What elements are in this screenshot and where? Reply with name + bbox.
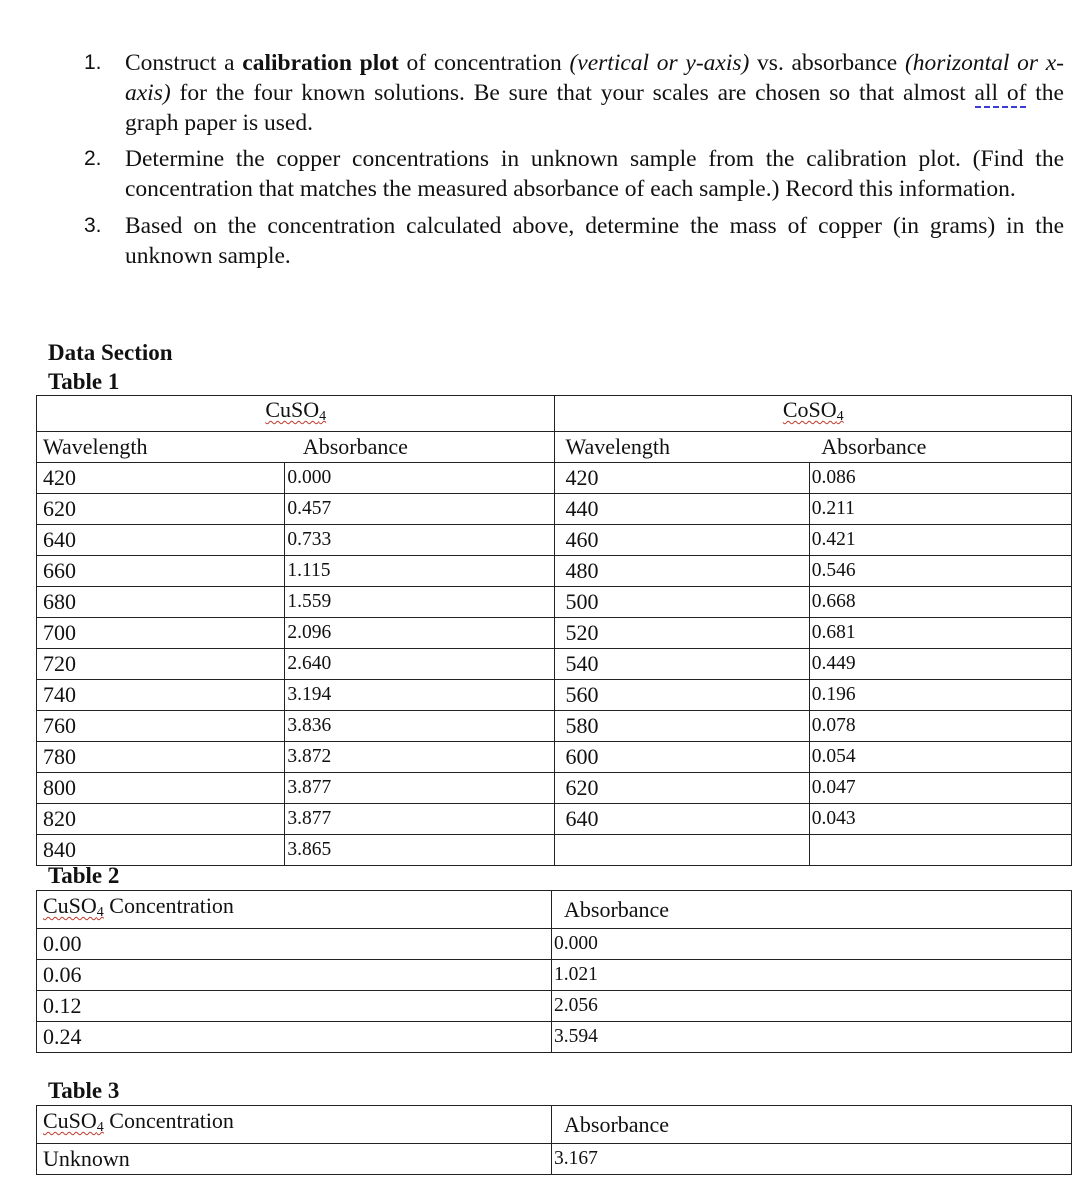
right-wavelength-cell: 580 bbox=[555, 711, 809, 742]
absorbance-cell: 1.021 bbox=[552, 960, 1072, 991]
right-wavelength-cell: 440 bbox=[555, 494, 809, 525]
absorbance-cell: 3.594 bbox=[552, 1022, 1072, 1053]
table1 bbox=[36, 395, 1072, 866]
compound-subscript: 4 bbox=[96, 1120, 104, 1135]
instruction-italic: (horizontal or x-axis) bbox=[125, 50, 1064, 106]
right-wavelength-cell: 560 bbox=[555, 680, 809, 711]
instruction-text: of concentration bbox=[398, 50, 570, 76]
table2-header-row bbox=[37, 891, 1072, 929]
table-row bbox=[37, 1022, 1072, 1053]
instructions-list bbox=[84, 48, 1064, 279]
left-wavelength-cell: 680 bbox=[37, 587, 285, 618]
right-wavelength-cell: 480 bbox=[555, 556, 809, 587]
right-absorbance-cell: 0.546 bbox=[809, 556, 1071, 587]
instruction-number: 2. bbox=[84, 147, 102, 170]
right-wavelength-cell: 420 bbox=[555, 463, 809, 494]
col-header-wavelength: Wavelength bbox=[555, 432, 809, 463]
instruction-number: 1. bbox=[84, 51, 102, 74]
compound-name: CuSO bbox=[265, 397, 320, 422]
table-row bbox=[37, 960, 1072, 991]
instruction-bold-term: calibration plot bbox=[242, 50, 399, 76]
data-section-title: Data Section bbox=[48, 340, 173, 365]
left-wavelength-cell: 740 bbox=[37, 680, 285, 711]
table-row bbox=[37, 680, 1072, 711]
compound-subscript: 4 bbox=[96, 905, 104, 920]
left-absorbance-cell: 3.872 bbox=[285, 742, 555, 773]
instruction-text: Determine the copper concentrations in unknown sample from the calibration plot. (Find the concentration that matches the measured absorbance of each sample.) Record this information. bbox=[125, 146, 1064, 202]
right-absorbance-cell: 0.668 bbox=[809, 587, 1071, 618]
instruction-1 bbox=[84, 48, 1064, 138]
right-absorbance-cell: 0.078 bbox=[809, 711, 1071, 742]
left-absorbance-cell: 3.836 bbox=[285, 711, 555, 742]
left-wavelength-cell: 800 bbox=[37, 773, 285, 804]
right-wavelength-cell bbox=[555, 835, 809, 866]
right-wavelength-cell: 640 bbox=[555, 804, 809, 835]
table-row bbox=[37, 835, 1072, 866]
instruction-text: for the four known solutions. Be sure that your scales are chosen so that almost bbox=[170, 80, 975, 106]
instruction-underlined: all of bbox=[974, 80, 1027, 106]
col-header-concentration bbox=[37, 891, 552, 929]
table-row bbox=[37, 556, 1072, 587]
table-row bbox=[37, 1144, 1072, 1175]
concentration-cell: 0.06 bbox=[37, 960, 552, 991]
table1-right-compound bbox=[555, 396, 1072, 432]
right-wavelength-cell: 500 bbox=[555, 587, 809, 618]
concentration-cell: 0.00 bbox=[37, 929, 552, 960]
right-absorbance-cell: 0.196 bbox=[809, 680, 1071, 711]
left-absorbance-cell: 1.115 bbox=[285, 556, 555, 587]
table-row bbox=[37, 525, 1072, 556]
right-absorbance-cell bbox=[809, 835, 1071, 866]
table3-header-row bbox=[37, 1106, 1072, 1144]
instruction-2 bbox=[84, 144, 1064, 204]
left-absorbance-cell: 1.559 bbox=[285, 587, 555, 618]
left-absorbance-cell: 2.096 bbox=[285, 618, 555, 649]
table2-title: Table 2 bbox=[48, 863, 120, 888]
left-wavelength-cell: 840 bbox=[37, 835, 285, 866]
table3 bbox=[36, 1105, 1072, 1175]
instruction-text: Construct a bbox=[125, 50, 243, 76]
right-absorbance-cell: 0.449 bbox=[809, 649, 1071, 680]
table-row bbox=[37, 929, 1072, 960]
left-wavelength-cell: 720 bbox=[37, 649, 285, 680]
left-absorbance-cell: 3.194 bbox=[285, 680, 555, 711]
instruction-text: the graph paper is used. bbox=[125, 80, 1064, 136]
right-absorbance-cell: 0.054 bbox=[809, 742, 1071, 773]
right-wavelength-cell: 540 bbox=[555, 649, 809, 680]
table-row bbox=[37, 618, 1072, 649]
col-header-concentration bbox=[37, 1106, 552, 1144]
left-wavelength-cell: 700 bbox=[37, 618, 285, 649]
left-wavelength-cell: 760 bbox=[37, 711, 285, 742]
instruction-text: vs. absorbance bbox=[749, 50, 905, 76]
table1-body bbox=[37, 463, 1072, 866]
table-row bbox=[37, 773, 1072, 804]
right-absorbance-cell: 0.421 bbox=[809, 525, 1071, 556]
table-row bbox=[37, 463, 1072, 494]
left-wavelength-cell: 780 bbox=[37, 742, 285, 773]
table1-title: Table 1 bbox=[48, 369, 120, 394]
table-row bbox=[37, 711, 1072, 742]
left-absorbance-cell: 2.640 bbox=[285, 649, 555, 680]
table-row bbox=[37, 494, 1072, 525]
left-wavelength-cell: 620 bbox=[37, 494, 285, 525]
left-absorbance-cell: 3.877 bbox=[285, 773, 555, 804]
right-absorbance-cell: 0.047 bbox=[809, 773, 1071, 804]
table2 bbox=[36, 890, 1072, 1053]
left-absorbance-cell: 0.457 bbox=[285, 494, 555, 525]
right-absorbance-cell: 0.681 bbox=[809, 618, 1071, 649]
col-header-absorbance: Absorbance bbox=[809, 432, 1071, 463]
instruction-3 bbox=[84, 211, 1064, 271]
left-wavelength-cell: 660 bbox=[37, 556, 285, 587]
right-absorbance-cell: 0.211 bbox=[809, 494, 1071, 525]
table-row bbox=[37, 587, 1072, 618]
table3-title: Table 3 bbox=[48, 1078, 120, 1103]
right-wavelength-cell: 520 bbox=[555, 618, 809, 649]
absorbance-cell: 2.056 bbox=[552, 991, 1072, 1022]
left-wavelength-cell: 420 bbox=[37, 463, 285, 494]
compound-subscript: 4 bbox=[319, 409, 327, 424]
table2-body bbox=[37, 929, 1072, 1053]
left-absorbance-cell: 3.877 bbox=[285, 804, 555, 835]
left-absorbance-cell: 3.865 bbox=[285, 835, 555, 866]
col-header-absorbance: Absorbance bbox=[285, 432, 555, 463]
right-wavelength-cell: 600 bbox=[555, 742, 809, 773]
left-wavelength-cell: 820 bbox=[37, 804, 285, 835]
right-absorbance-cell: 0.043 bbox=[809, 804, 1071, 835]
table1-compound-row bbox=[37, 396, 1072, 432]
compound-name: CuSO bbox=[43, 1108, 97, 1133]
absorbance-cell: 0.000 bbox=[552, 929, 1072, 960]
left-wavelength-cell: 640 bbox=[37, 525, 285, 556]
right-wavelength-cell: 620 bbox=[555, 773, 809, 804]
compound-subscript: 4 bbox=[836, 409, 844, 424]
right-absorbance-cell: 0.086 bbox=[809, 463, 1071, 494]
concentration-cell: 0.24 bbox=[37, 1022, 552, 1053]
table-row bbox=[37, 991, 1072, 1022]
col-header-absorbance: Absorbance bbox=[552, 1106, 1072, 1144]
compound-name: CoSO bbox=[782, 397, 837, 422]
compound-name: CuSO bbox=[43, 893, 97, 918]
unknown-absorbance: 3.167 bbox=[552, 1144, 1072, 1175]
instruction-number: 3. bbox=[84, 214, 102, 237]
instruction-italic: (vertical or y-axis) bbox=[569, 50, 750, 76]
table-row bbox=[37, 742, 1072, 773]
table1-header-row bbox=[37, 432, 1072, 463]
left-absorbance-cell: 0.000 bbox=[285, 463, 555, 494]
col-header-wavelength: Wavelength bbox=[37, 432, 285, 463]
concentration-label: Concentration bbox=[103, 1108, 234, 1133]
table1-left-compound bbox=[37, 396, 555, 432]
unknown-label: Unknown bbox=[37, 1144, 552, 1175]
instruction-text: Based on the concentration calculated above, determine the mass of copper (in grams) in the unknown sample. bbox=[125, 213, 1064, 269]
left-absorbance-cell: 0.733 bbox=[285, 525, 555, 556]
concentration-cell: 0.12 bbox=[37, 991, 552, 1022]
table-row bbox=[37, 649, 1072, 680]
concentration-label: Concentration bbox=[103, 893, 234, 918]
col-header-absorbance: Absorbance bbox=[552, 891, 1072, 929]
table-row bbox=[37, 804, 1072, 835]
right-wavelength-cell: 460 bbox=[555, 525, 809, 556]
